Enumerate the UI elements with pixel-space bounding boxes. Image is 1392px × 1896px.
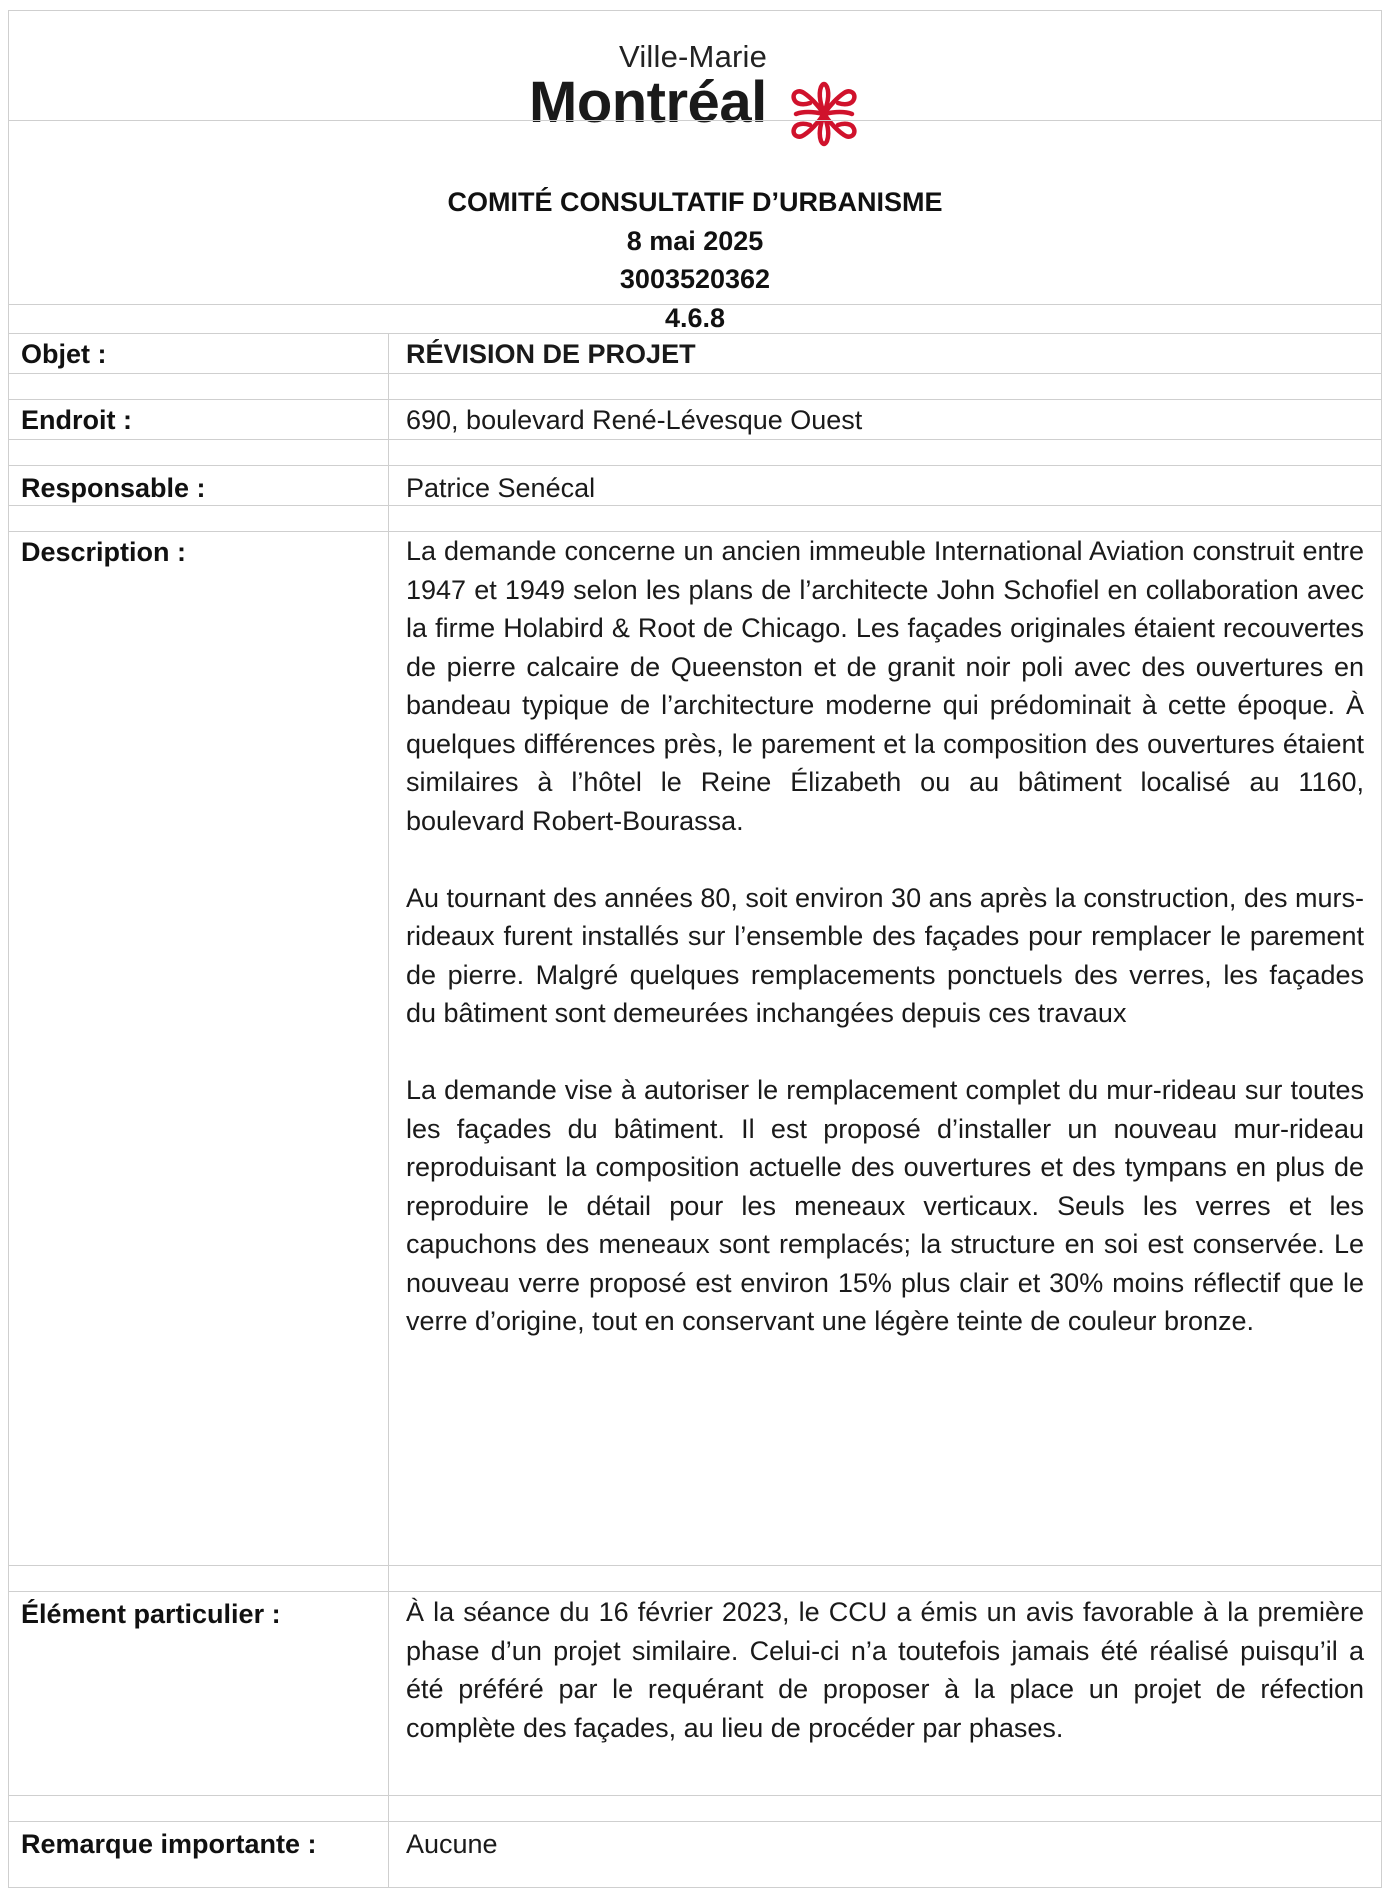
logo-subtitle: Ville-Marie bbox=[619, 39, 768, 74]
agenda-item: 4.6.8 bbox=[664, 302, 726, 333]
divider bbox=[9, 373, 1381, 374]
document-frame bbox=[8, 10, 1382, 1888]
column-divider bbox=[388, 333, 389, 1888]
divider bbox=[9, 399, 1381, 400]
remarque-label: Remarque importante : bbox=[21, 1829, 317, 1859]
element-particulier-paragraph: À la séance du 16 février 2023, le CCU a émis un avis favorable à la première phase d’un projet similaire. Celui-ci n’a toutefois jamais été réalisé puisqu’il a été préféré par le requérant de proposer à la place un projet de réfection complète des façades, au lieu de procéder par phases. bbox=[406, 1597, 1364, 1743]
endroit-value: 690, boulevard René-Lévesque Ouest bbox=[406, 405, 863, 435]
element-particulier-label: Élément particulier : bbox=[21, 1599, 281, 1629]
divider bbox=[9, 465, 1381, 466]
file-number: 3003520362 bbox=[619, 264, 771, 294]
endroit-label: Endroit : bbox=[21, 405, 132, 435]
divider bbox=[9, 1821, 1381, 1822]
divider bbox=[9, 333, 1381, 334]
divider bbox=[9, 1565, 1381, 1566]
divider bbox=[9, 1795, 1381, 1796]
objet-value: RÉVISION DE PROJET bbox=[406, 339, 696, 369]
committee-title: COMITÉ CONSULTATIF D’URBANISME bbox=[447, 187, 943, 217]
description-label: Description : bbox=[21, 537, 187, 567]
montreal-rosette-icon bbox=[788, 81, 860, 147]
header-block bbox=[9, 183, 1381, 337]
ville-marie-montreal-logo bbox=[9, 11, 1381, 147]
divider bbox=[9, 304, 1381, 305]
divider bbox=[9, 439, 1381, 440]
element-particulier-value bbox=[406, 1593, 1364, 1747]
objet-label: Objet : bbox=[21, 339, 107, 369]
description-value bbox=[406, 532, 1364, 1341]
responsable-value: Patrice Senécal bbox=[406, 473, 596, 503]
description-paragraph: Au tournant des années 80, soit environ 30 ans après la construction, des murs-rideaux furent installés sur l’ensemble des façades pour remplacer le parement de pierre. Malgré quelques remplacements ponctuels des verres, les façades du bâtiment sont demeurées inchangées depuis ces travaux bbox=[406, 882, 1364, 1028]
remarque-value: Aucune bbox=[406, 1829, 498, 1859]
description-paragraph: La demande vise à autoriser le remplacement complet du mur-rideau sur toutes les façades du bâtiment. Il est proposé d’installer un nouveau mur-rideau reproduisant la composition actuelle des ouvertures et des tympans en plus de reproduire le détail pour les meneaux verticaux. Seuls les verres et les capuchons des meneaux sont remplacés; la structure en soi est conservée. Le nouveau verre proposé est environ 15% plus clair et 30% moins réflectif que le verre d’origine, tout en conservant une légère teinte de couleur bronze. bbox=[406, 1075, 1364, 1336]
meeting-date: 8 mai 2025 bbox=[626, 225, 764, 256]
responsable-label: Responsable : bbox=[21, 473, 206, 503]
divider bbox=[9, 505, 1381, 506]
logo-name: Montréal bbox=[529, 70, 767, 135]
divider bbox=[9, 120, 1381, 121]
description-paragraph: La demande concerne un ancien immeuble International Aviation construit entre 1947 et 1949 selon les plans de l’architecte John Schofiel en collaboration avec la firme Holabird & Root de Chicago. Les façades originales étaient recouvertes de pierre calcaire de Queenston et de granit noir poli avec des ouvertures en bandeau typique de l’architecture moderne qui prédominait à cette époque. À quelques différences près, le parement et la composition des ouvertures étaient similaires à l’hôtel le Reine Élizabeth ou au bâtiment localisé au 1160, boulevard Robert-Bourassa. bbox=[406, 536, 1364, 836]
divider bbox=[9, 1591, 1381, 1592]
